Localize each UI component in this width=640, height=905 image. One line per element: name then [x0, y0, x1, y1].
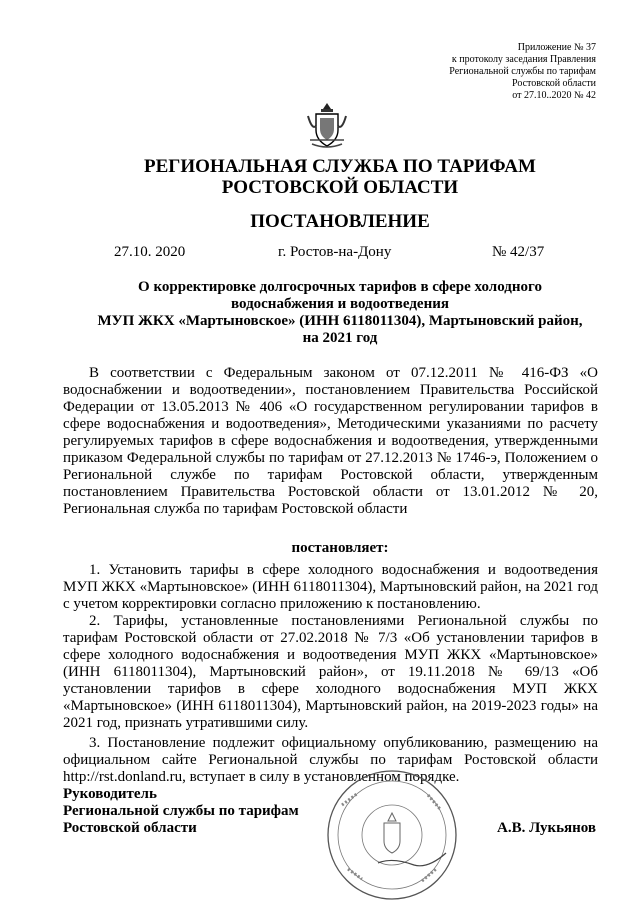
document-subject [60, 279, 620, 347]
decree-item-1: 1. Установить тарифы в сфере холодного водоснабжения и водоотведения МУП ЖКХ «Мартыновское» (ИНН 6118011304), Мартыновский район, на 2021 год с учетом корректировки согласно приложению к постановлению. [63, 562, 598, 612]
appendix-line: Приложение № 37 [517, 42, 596, 53]
subject-line: О корректировке долгосрочных тарифов в сфере холодного [138, 279, 542, 295]
subject-line: водоснабжения и водоотведения [231, 296, 449, 312]
organization-name [60, 156, 620, 198]
official-seal-icon [318, 765, 466, 905]
appendix-line: Ростовской области [512, 78, 596, 89]
subject-line: МУП ЖКХ «Мартыновское» (ИНН 6118011304), Мартыновский район, [97, 313, 583, 329]
decree-heading: постановляет: [291, 540, 389, 556]
signature-title-line: Ростовской области [63, 820, 197, 836]
document-number: № 42/37 [492, 244, 545, 260]
document-place: г. Ростов-на-Дону [278, 244, 392, 260]
coat-of-arms-icon [306, 100, 348, 150]
preamble-paragraph: В соответствии с Федеральным законом от 07.12.2011 № 416-ФЗ «О водоснабжении и водоотведении», постановлением Правительства Российской Федерации от 13.05.2013 № 406 «О государственном регулировании тарифов в сфере водоснабжения и водоотведения», Методическими указаниями по расчету регулируемых тарифов в сфере водоснабжения и водоотведения, утвержденными приказом Федеральной службы по тарифам от 27.12.2013 № 1746-э, Положением о Региональной службе по тарифам Ростовской области, утвержденным постановлением Правительства Ростовской области от 13.01.2012 № 20, Региональная служба по тарифам Ростовской области [63, 365, 598, 517]
signature-title-line: Региональной службы по тарифам [63, 803, 299, 819]
decree-item-3: 3. Постановление подлежит официальному опубликованию, размещению на официальном сайте Региональной службы по тарифам Ростовской области http://rst.donland.ru, вступает в силу в установленном порядке. [63, 735, 598, 785]
decree-item-2: 2. Тарифы, установленные постановлениями Региональной службы по тарифам Ростовской области от 27.02.2018 № 7/3 «Об установлении тарифов в сфере холодного водоснабжения и водоотведения МУП ЖКХ «Мартыновское» (ИНН 6118011304), Мартыновский район», от 19.11.2018 № 69/13 «Об установлении тарифов в сфере холодного водоснабжения МУП ЖКХ «Мартыновское» (ИНН 6118011304), Мартыновский район, на 2019-2023 годы» на 2021 год, признать утратившими силу. [63, 613, 598, 731]
appendix-note [356, 42, 596, 102]
org-line: РОСТОВСКОЙ ОБЛАСТИ [221, 177, 459, 198]
document-date: 27.10. 2020 [114, 244, 186, 260]
document-type: ПОСТАНОВЛЕНИЕ [250, 211, 430, 232]
appendix-line: к протоколу заседания Правления [451, 54, 596, 65]
signer-name: А.В. Лукьянов [497, 820, 596, 836]
signature-title [63, 786, 299, 837]
org-line: РЕГИОНАЛЬНАЯ СЛУЖБА ПО ТАРИФАМ [144, 156, 536, 177]
appendix-line: Региональной службы по тарифам [449, 66, 596, 77]
subject-line: на 2021 год [302, 330, 378, 346]
appendix-line: от 27.10..2020 № 42 [512, 90, 596, 101]
signature-title-line: Руководитель [63, 786, 157, 802]
